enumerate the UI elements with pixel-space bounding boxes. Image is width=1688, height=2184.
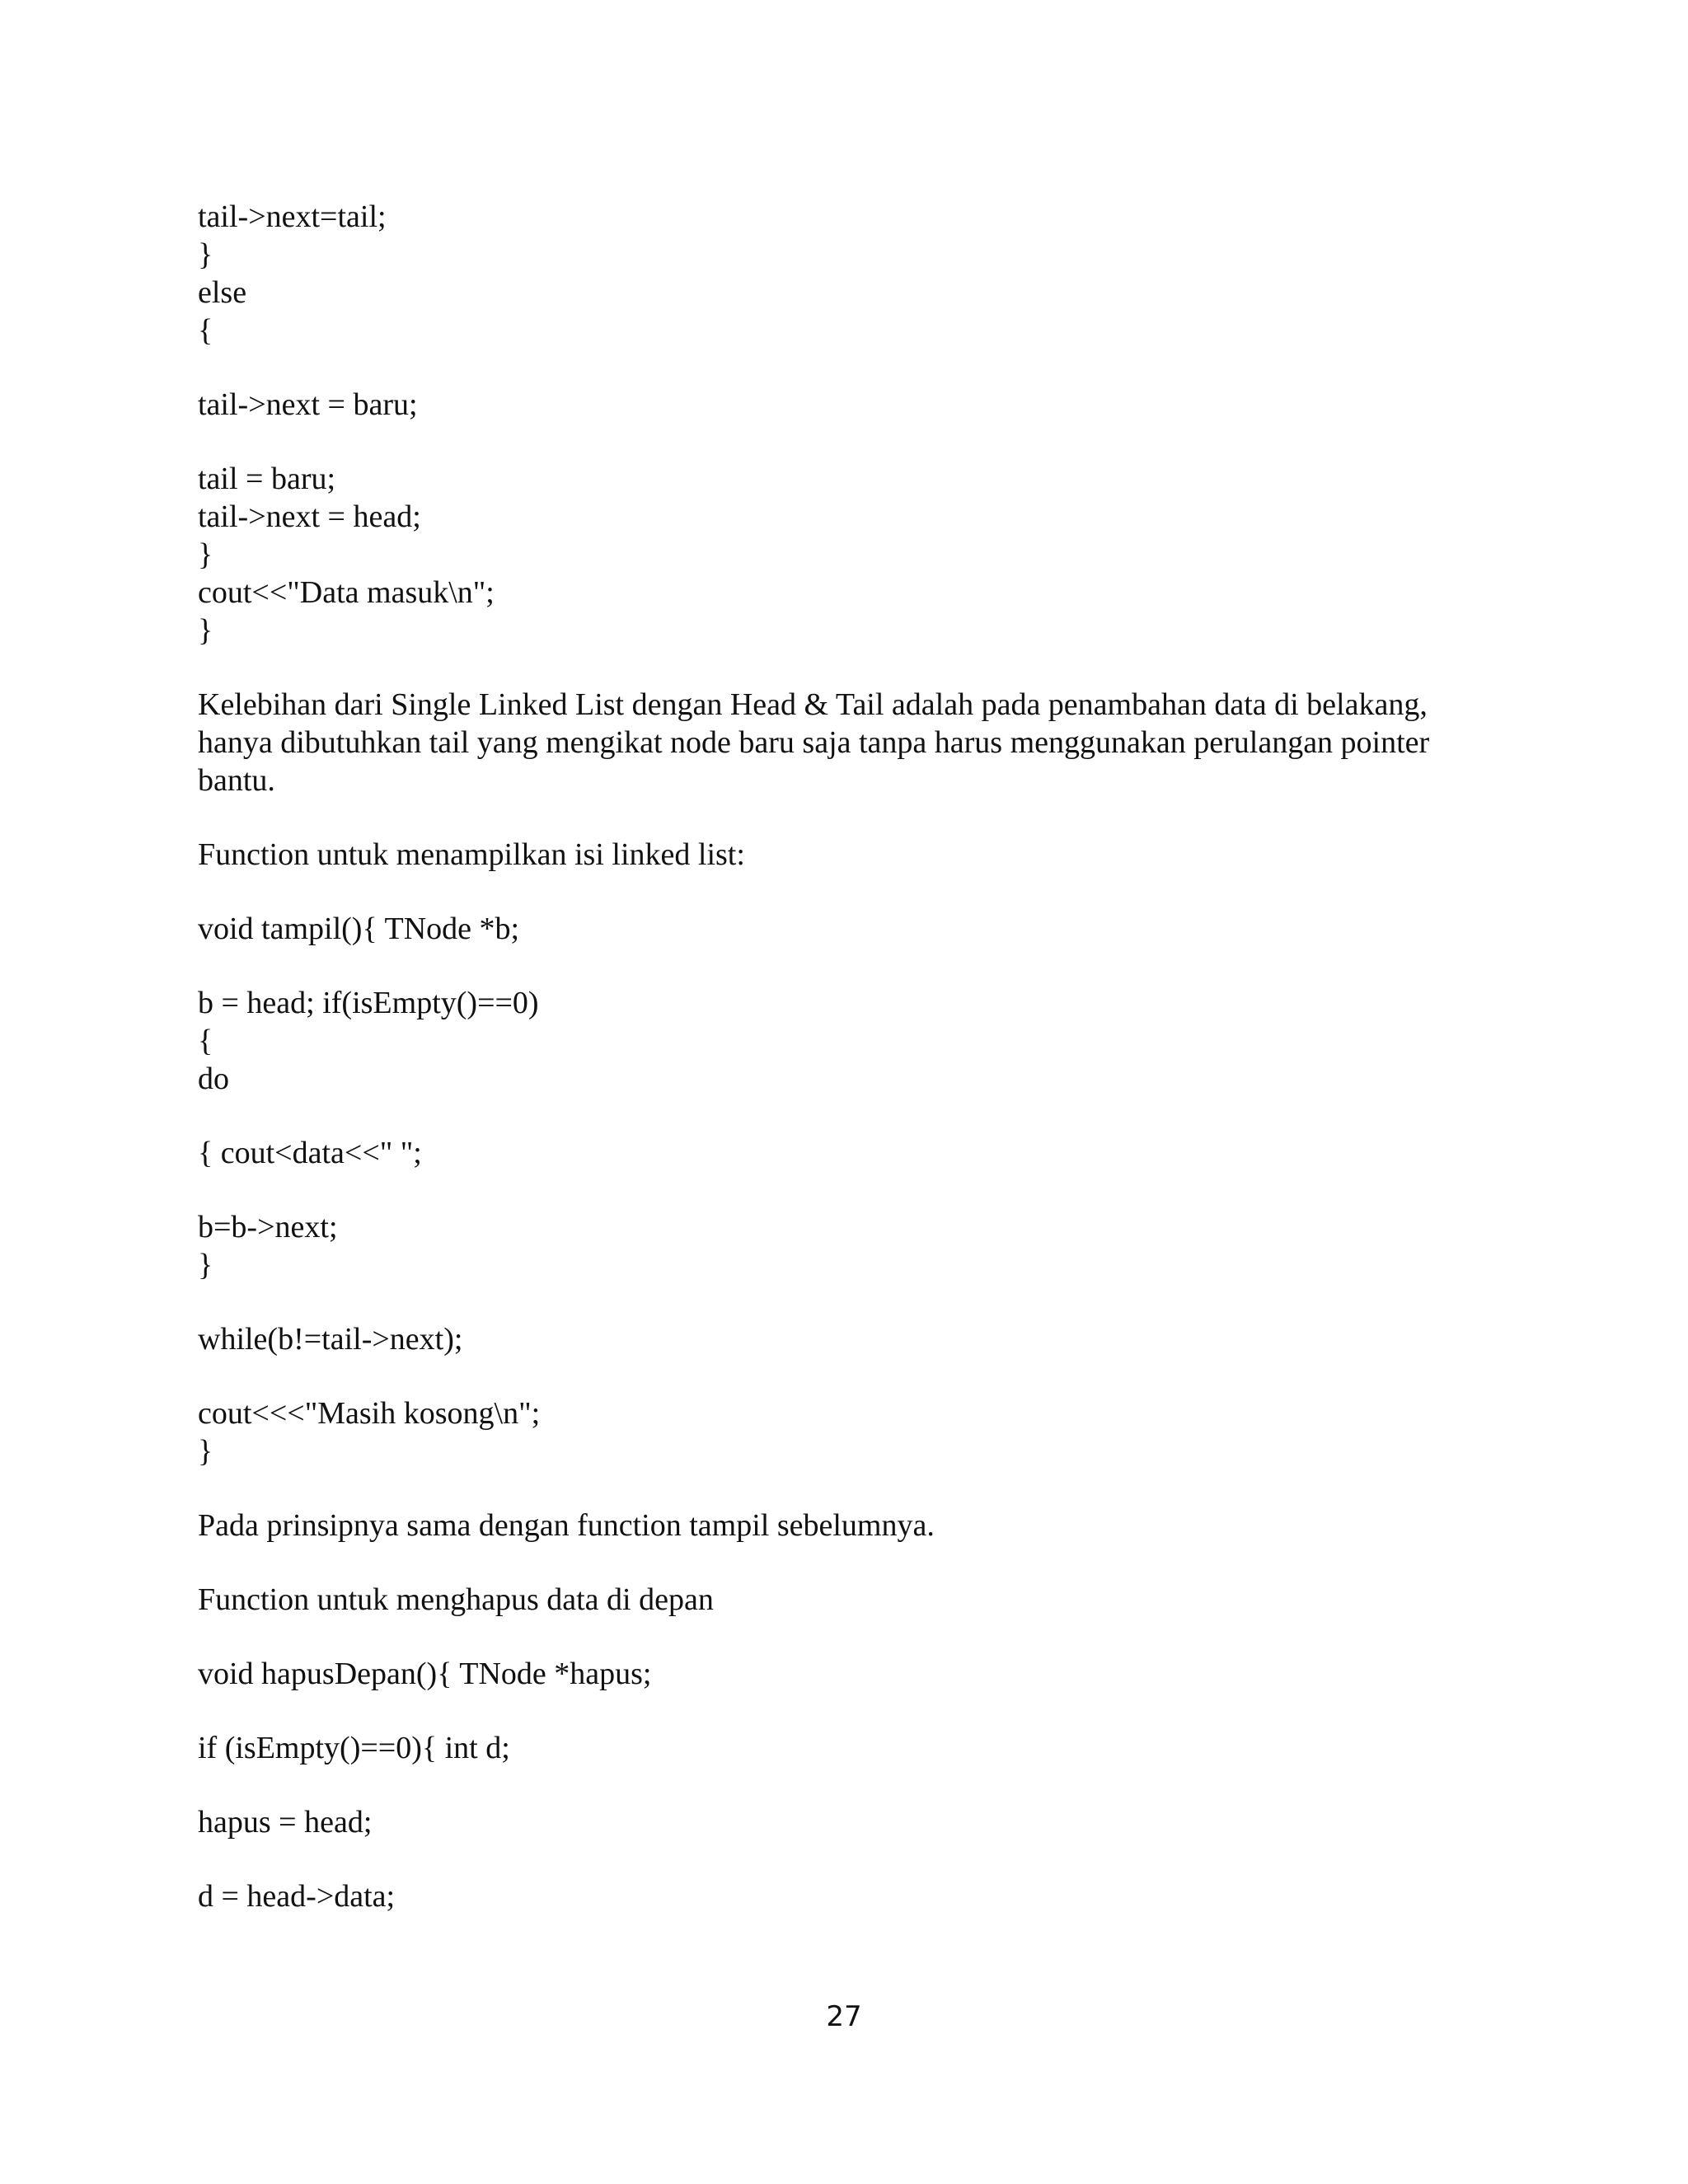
code-line: { cout<data<<" "; (198, 1136, 422, 1170)
paragraph-line: Kelebihan dari Single Linked List dengan Head & Tail adalah pada penambahan data di belakang, (198, 687, 1428, 722)
paragraph-line: bantu. (198, 763, 275, 798)
code-line: else (198, 275, 247, 310)
code-line: void hapusDepan(){ TNode *hapus; (198, 1657, 652, 1691)
paragraph-line: hanya dibutuhkan tail yang mengikat node baru saja tanpa harus menggunakan perulangan pointer (198, 725, 1430, 760)
paragraph-line: Function untuk menghapus data di depan (198, 1582, 714, 1617)
code-line: { (198, 313, 213, 348)
code-line: tail->next = head; (198, 499, 421, 534)
paragraph-line: Function untuk menampilkan isi linked list: (198, 837, 745, 872)
code-line: while(b!=tail->next); (198, 1322, 463, 1357)
code-line: tail->next = baru; (198, 387, 418, 422)
code-line: hapus = head; (198, 1805, 373, 1840)
code-line: } (198, 237, 213, 272)
code-line: void tampil(){ TNode *b; (198, 912, 520, 946)
code-line: } (198, 613, 213, 648)
code-line: } (198, 1434, 213, 1469)
page-number: 27 (826, 2000, 862, 2033)
code-line: b=b->next; (198, 1210, 338, 1244)
code-line: cout<<<"Masih kosong\n"; (198, 1396, 541, 1431)
code-line: if (isEmpty()==0){ int d; (198, 1731, 510, 1765)
code-line: do (198, 1062, 229, 1096)
code-line: tail = baru; (198, 462, 336, 496)
code-line: b = head; if(isEmpty()==0) (198, 986, 539, 1020)
code-line: } (198, 537, 213, 572)
code-line: d = head->data; (198, 1879, 396, 1914)
code-line: cout<<"Data masuk\n"; (198, 575, 495, 610)
code-line: tail->next=tail; (198, 199, 387, 234)
paragraph-line: Pada prinsipnya sama dengan function tampil sebelumnya. (198, 1508, 935, 1543)
code-line: } (198, 1248, 213, 1282)
code-line: { (198, 1024, 213, 1058)
